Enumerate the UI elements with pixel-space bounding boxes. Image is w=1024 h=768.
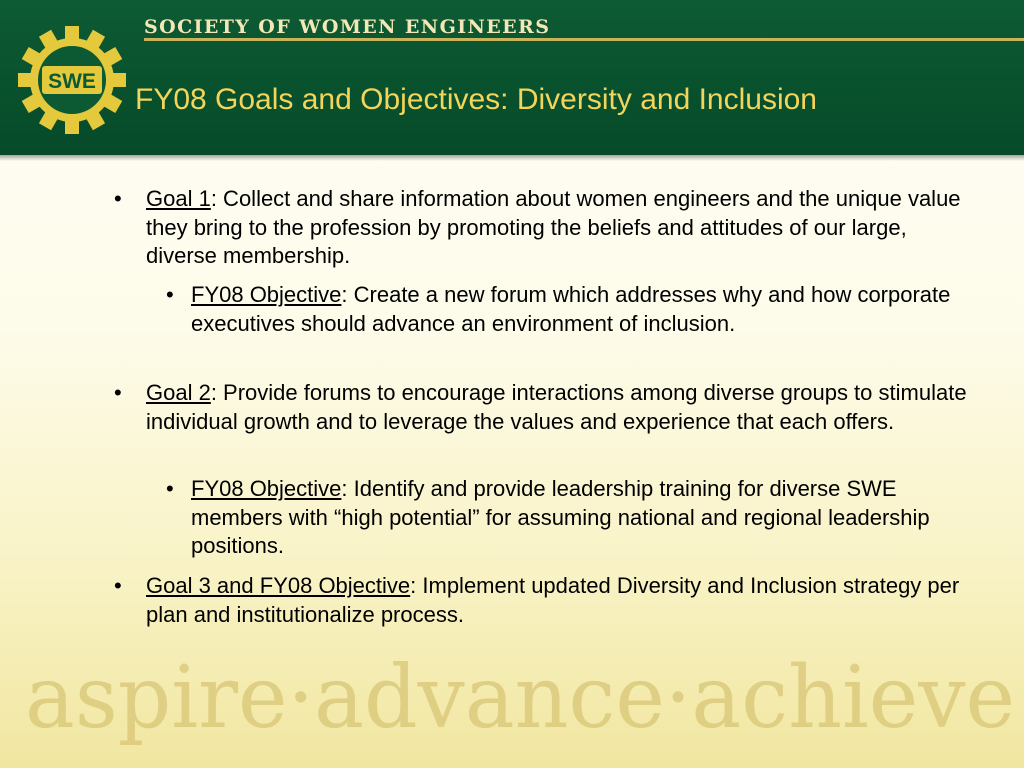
swe-gear-logo xyxy=(18,26,126,134)
bullet-label: Goal 2 xyxy=(146,380,211,405)
bullet-text: : Provide forums to encourage interactions among diverse groups to stimulate individual growth and to leverage the values and experience that each offers. xyxy=(146,380,967,434)
org-name: SOCIETY OF WOMEN ENGINEERS xyxy=(144,16,551,38)
bullet-label: FY08 Objective xyxy=(191,282,342,307)
slide-title: FY08 Goals and Objectives: Diversity and Inclusion xyxy=(135,83,817,116)
bullet-objective-1 xyxy=(166,281,971,338)
bullet-label: Goal 3 and FY08 Objective xyxy=(146,573,411,598)
bullet-marker: • xyxy=(166,476,174,501)
bullet-marker: • xyxy=(114,573,122,598)
bullet-marker: • xyxy=(114,186,122,211)
footer-tagline: aspire·advance·achieve xyxy=(25,648,1015,748)
bullet-text: : Collect and share information about women engineers and the unique value they bring to the profession by promoting the beliefs and attitudes of our large, diverse membership. xyxy=(146,186,961,268)
bullet-goal-1 xyxy=(114,185,976,271)
bullet-marker: • xyxy=(114,380,122,405)
bullet-text: : Implement updated Diversity and Inclusion strategy per plan and institutionalize process. xyxy=(146,573,960,627)
bullet-text: : Create a new forum which addresses why and how corporate executives should advance an environment of inclusion. xyxy=(191,282,951,336)
bullet-goal-2 xyxy=(114,379,976,436)
tagline-watermark xyxy=(20,635,1020,755)
header-shadow xyxy=(0,155,1024,161)
bullet-goal-3 xyxy=(114,572,976,629)
slide-header xyxy=(0,0,1024,155)
bullet-label: Goal 1 xyxy=(146,186,211,211)
bullet-text: : Identify and provide leadership training for diverse SWE members with “high potential” for assuming national and regional leadership positions. xyxy=(191,476,930,558)
bullet-objective-2 xyxy=(166,475,971,561)
logo-text: SWE xyxy=(48,70,96,93)
bullet-marker: • xyxy=(166,282,174,307)
header-divider xyxy=(144,38,1024,41)
bullet-label: FY08 Objective xyxy=(191,476,342,501)
